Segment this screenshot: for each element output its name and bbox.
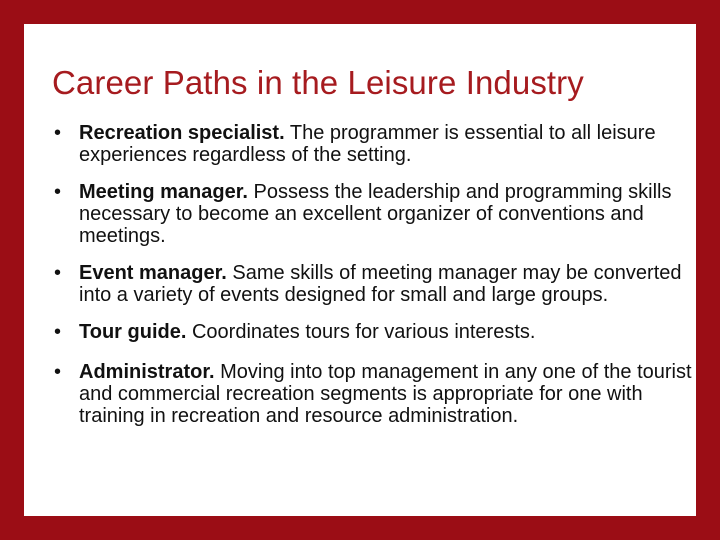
bullet-term: Event manager. [79,262,227,284]
bullet-item-administrator [54,361,694,427]
bullet-term: Administrator. [79,361,215,383]
bullet-icon: • [54,181,62,203]
bullet-description: The programmer is essential to all leisure experiences regardless of the setting. [79,122,656,166]
bullet-icon: • [54,321,62,343]
bullet-item-event-manager [54,262,694,306]
bullet-icon: • [54,262,62,284]
bullet-description: Coordinates tours for various interests. [191,321,536,343]
bullet-term: Tour guide. [79,321,187,343]
bullet-term: Recreation specialist. [79,122,285,144]
bullet-description: Same skills of meeting manager may be converted into a variety of events designed for small and large groups. [79,262,682,306]
bullet-list [54,122,694,427]
slide-title: Career Paths in the Leisure Industry [52,64,584,101]
bullet-term: Meeting manager. [79,181,248,203]
bullet-item-recreation-specialist [54,122,694,166]
bullet-item-meeting-manager [54,181,694,247]
bullet-item-tour-guide [54,321,694,343]
bullet-description: Moving into top management in any one of the tourist and commercial recreation segments is appropriate for one with training in recreation and resource administration. [79,361,692,427]
bullet-icon: • [54,361,62,383]
bullet-description: Possess the leadership and programming skills necessary to become an excellent organizer of conventions and meetings. [79,181,672,247]
bullet-icon: • [54,122,62,144]
